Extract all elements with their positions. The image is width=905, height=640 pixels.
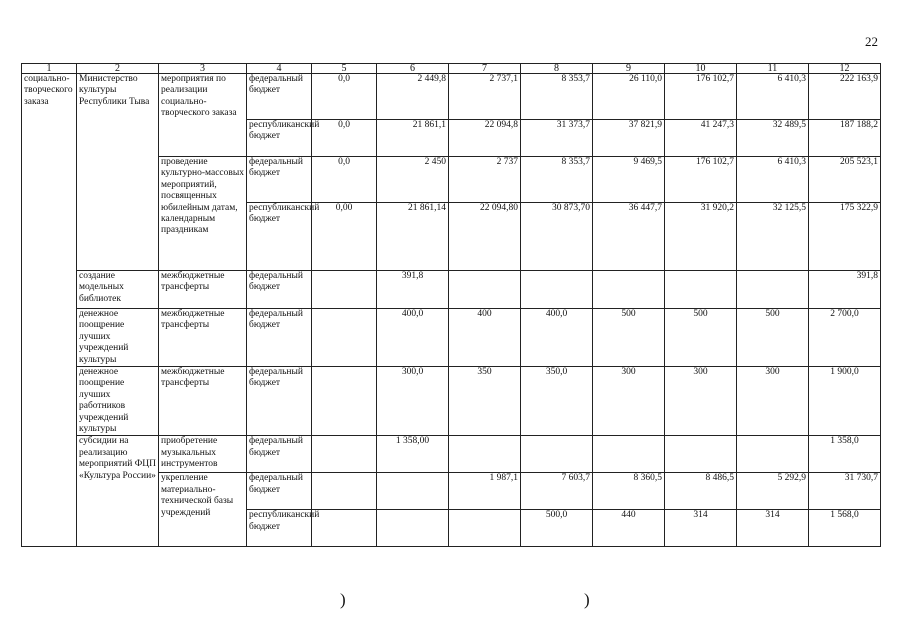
header-cell: 9: [593, 64, 665, 74]
source-cell: федеральный бюджет: [247, 436, 312, 473]
value-cell: 8 353,7: [521, 157, 593, 203]
table-row: [22, 309, 881, 367]
value-cell: 391,8: [809, 271, 881, 309]
value-cell: [665, 271, 737, 309]
value-cell: 31 373,7: [521, 120, 593, 157]
value-cell: 500: [665, 309, 737, 367]
value-cell: 391,8: [377, 271, 449, 309]
value-cell: 37 821,9: [593, 120, 665, 157]
value-cell: 0,0: [312, 157, 377, 203]
table-row: [22, 74, 881, 120]
value-cell: 2 450: [377, 157, 449, 203]
value-cell: [312, 309, 377, 367]
value-cell: 350: [449, 367, 521, 436]
bottom-mark: ): [340, 590, 346, 609]
value-cell: 36 447,7: [593, 203, 665, 271]
value-cell: 8 360,5: [593, 473, 665, 510]
value-cell: [449, 436, 521, 473]
program-cell: денежное поощрение лучших работников учреждений культуры: [77, 367, 159, 436]
value-cell: 1 358,0: [809, 436, 881, 473]
source-cell: федеральный бюджет: [247, 157, 312, 203]
value-cell: 2 700,0: [809, 309, 881, 367]
value-cell: 0,0: [312, 120, 377, 157]
activity-cell: межбюджетные трансферты: [159, 367, 247, 436]
activity-cell: межбюджетные трансферты: [159, 271, 247, 309]
section-cell: социально-творческого заказа: [22, 74, 77, 547]
value-cell: 22 094,80: [449, 203, 521, 271]
value-cell: 300: [593, 367, 665, 436]
value-cell: 6 410,3: [737, 157, 809, 203]
source-cell: федеральный бюджет: [247, 473, 312, 510]
value-cell: 6 410,3: [737, 74, 809, 120]
value-cell: 500: [737, 309, 809, 367]
table-header-row: [22, 64, 881, 74]
value-cell: 314: [665, 510, 737, 547]
value-cell: [449, 271, 521, 309]
value-cell: 300,0: [377, 367, 449, 436]
value-cell: 1 568,0: [809, 510, 881, 547]
value-cell: 175 322,9: [809, 203, 881, 271]
value-cell: 350,0: [521, 367, 593, 436]
value-cell: 2 737: [449, 157, 521, 203]
value-cell: [312, 510, 377, 547]
value-cell: [449, 510, 521, 547]
value-cell: 2 737,1: [449, 74, 521, 120]
value-cell: 21 861,1: [377, 120, 449, 157]
value-cell: [593, 271, 665, 309]
value-cell: [312, 271, 377, 309]
value-cell: 500: [593, 309, 665, 367]
value-cell: 300: [737, 367, 809, 436]
value-cell: 2 449,8: [377, 74, 449, 120]
value-cell: 9 469,5: [593, 157, 665, 203]
value-cell: 26 110,0: [593, 74, 665, 120]
value-cell: [377, 510, 449, 547]
value-cell: [737, 271, 809, 309]
activity-cell: межбюджетные трансферты: [159, 309, 247, 367]
value-cell: [312, 436, 377, 473]
activity-cell: приобретение музыкальных инструментов: [159, 436, 247, 473]
source-cell: республиканский бюджет: [247, 120, 312, 157]
value-cell: [593, 436, 665, 473]
source-cell: федеральный бюджет: [247, 74, 312, 120]
table-row: [22, 367, 881, 436]
value-cell: 1 358,00: [377, 436, 449, 473]
activity-cell: проведение культурно-массовых мероприятий, посвященных юбилейным датам, календарным праздникам: [159, 157, 247, 271]
source-cell: федеральный бюджет: [247, 271, 312, 309]
value-cell: 400,0: [521, 309, 593, 367]
program-cell: субсидии на реализацию мероприятий ФЦП «Культура России»: [77, 436, 159, 547]
program-cell: денежное поощрение лучших учреждений культуры: [77, 309, 159, 367]
value-cell: 32 489,5: [737, 120, 809, 157]
value-cell: 314: [737, 510, 809, 547]
header-cell: 7: [449, 64, 521, 74]
value-cell: 176 102,7: [665, 157, 737, 203]
header-cell: 11: [737, 64, 809, 74]
value-cell: [521, 271, 593, 309]
header-cell: 3: [159, 64, 247, 74]
value-cell: 8 486,5: [665, 473, 737, 510]
value-cell: [521, 436, 593, 473]
source-cell: республиканский бюджет: [247, 510, 312, 547]
value-cell: 32 125,5: [737, 203, 809, 271]
header-cell: 4: [247, 64, 312, 74]
header-cell: 10: [665, 64, 737, 74]
value-cell: 31 730,7: [809, 473, 881, 510]
header-cell: 8: [521, 64, 593, 74]
header-cell: 12: [809, 64, 881, 74]
value-cell: [312, 367, 377, 436]
header-cell: 1: [22, 64, 77, 74]
value-cell: 1 900,0: [809, 367, 881, 436]
page-number: 22: [865, 34, 878, 49]
value-cell: 400,0: [377, 309, 449, 367]
value-cell: 7 603,7: [521, 473, 593, 510]
value-cell: 187 188,2: [809, 120, 881, 157]
program-cell: создание модельных библиотек: [77, 271, 159, 309]
value-cell: 300: [665, 367, 737, 436]
budget-table: [21, 63, 881, 547]
value-cell: [377, 473, 449, 510]
value-cell: 5 292,9: [737, 473, 809, 510]
value-cell: 400: [449, 309, 521, 367]
value-cell: 0,00: [312, 203, 377, 271]
value-cell: 500,0: [521, 510, 593, 547]
activity-cell: мероприятия по реализации социально-творческого заказа: [159, 74, 247, 157]
value-cell: 8 353,7: [521, 74, 593, 120]
value-cell: 0,0: [312, 74, 377, 120]
source-cell: федеральный бюджет: [247, 367, 312, 436]
table-row: [22, 271, 881, 309]
value-cell: [312, 473, 377, 510]
value-cell: 31 920,2: [665, 203, 737, 271]
value-cell: 176 102,7: [665, 74, 737, 120]
activity-cell: укрепление материально-технической базы учреждений: [159, 473, 247, 547]
value-cell: [665, 436, 737, 473]
header-cell: 2: [77, 64, 159, 74]
value-cell: 222 163,9: [809, 74, 881, 120]
table-row: [22, 436, 881, 473]
value-cell: 1 987,1: [449, 473, 521, 510]
header-cell: 5: [312, 64, 377, 74]
value-cell: 440: [593, 510, 665, 547]
bottom-mark: ): [584, 590, 590, 609]
value-cell: 41 247,3: [665, 120, 737, 157]
value-cell: 30 873,70: [521, 203, 593, 271]
value-cell: 22 094,8: [449, 120, 521, 157]
responsible-cell: Министерство культуры Республики Тыва: [77, 74, 159, 271]
source-cell: республиканский бюджет: [247, 203, 312, 271]
source-cell: федеральный бюджет: [247, 309, 312, 367]
value-cell: 205 523,1: [809, 157, 881, 203]
header-cell: 6: [377, 64, 449, 74]
value-cell: [737, 436, 809, 473]
value-cell: 21 861,14: [377, 203, 449, 271]
